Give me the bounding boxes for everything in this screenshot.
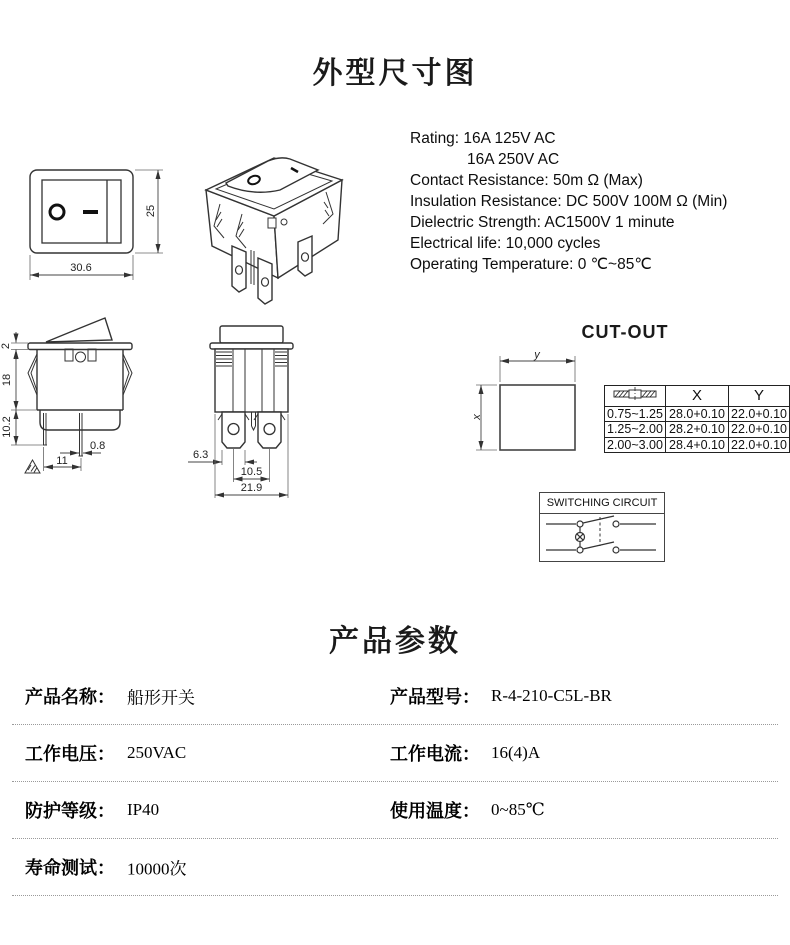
spec-row	[12, 782, 778, 839]
y-cell: 22.0+0.10	[729, 437, 790, 452]
cutout-x-dim: x	[471, 414, 483, 420]
spec-value: 16(4)A	[491, 743, 541, 762]
spec-value: 0~85℃	[491, 800, 545, 819]
spec-label: 产品型号：	[390, 687, 480, 707]
rating-line: 16A 250V AC	[467, 151, 560, 168]
spec-label: 产品名称：	[25, 687, 115, 707]
thickness-cell: 2.00~3.00	[605, 437, 666, 452]
spec-value: 250VAC	[127, 743, 187, 762]
rating-line: Operating Temperature: 0 ℃~85℃	[410, 256, 652, 273]
spec-label: 寿命测试：	[25, 858, 115, 878]
cutout-col-x: X	[665, 386, 728, 407]
panel-thickness-icon	[612, 387, 658, 401]
cutout-drawing	[468, 348, 598, 458]
rating-line: Contact Resistance: 50m Ω (Max)	[410, 172, 643, 189]
thickness-cell: 1.25~2.00	[605, 422, 666, 437]
side-pin-width-dim: 0.8	[90, 440, 106, 452]
side-view-drawing	[0, 313, 170, 493]
spec-row	[12, 668, 778, 725]
product-params-title: 产品参数	[329, 625, 461, 658]
cutout-title: CUT-OUT	[581, 322, 669, 342]
switching-circuit-diagram	[540, 514, 664, 562]
spec-table	[12, 668, 778, 896]
front-view-drawing	[15, 140, 185, 290]
spec-value: 10000次	[127, 859, 187, 879]
terminal-blade-dim: 6.3	[193, 449, 209, 461]
spec-value: R-4-210-C5L-BR	[491, 686, 612, 705]
switching-circuit-title: SWITCHING CIRCUIT	[540, 493, 664, 514]
table-row	[605, 407, 790, 422]
y-cell: 22.0+0.10	[729, 407, 790, 422]
switching-circuit-box	[539, 492, 665, 562]
x-cell: 28.0+0.10	[665, 407, 728, 422]
cutout-table	[604, 385, 790, 453]
thickness-cell: 0.75~1.25	[605, 407, 666, 422]
x-cell: 28.2+0.10	[665, 422, 728, 437]
x-cell: 28.4+0.10	[665, 437, 728, 452]
rating-line: Rating: 16A 125V AC	[410, 130, 556, 147]
spec-label: 使用温度：	[390, 801, 480, 821]
cutout-y-dim: y	[534, 349, 540, 361]
spec-value: 船形开关	[127, 688, 195, 708]
panel-thickness-cell	[605, 386, 666, 407]
datum-triangle-icon	[25, 460, 40, 473]
side-pin-length-dim: 10.2	[1, 416, 13, 438]
rating-line: Dielectric Strength: AC1500V 1 minute	[410, 214, 675, 231]
rating-line: Insulation Resistance: DC 500V 100M Ω (Min)	[410, 193, 728, 210]
cutout-col-y: Y	[729, 386, 790, 407]
side-pin-pitch-dim: 11	[56, 455, 68, 467]
table-row	[605, 422, 790, 437]
lamp-icon	[576, 533, 585, 542]
side-body-dim: 18	[1, 373, 13, 387]
outline-dimension-title: 外型尺寸图	[312, 57, 478, 90]
spec-row	[12, 725, 778, 782]
spec-label: 防护等级：	[25, 801, 115, 821]
rating-line: Electrical life: 10,000 cycles	[410, 235, 601, 252]
front-width-dim: 30.6	[70, 262, 92, 274]
front-height-dim: 25	[145, 204, 157, 218]
side-flange-dim: 2	[0, 342, 12, 350]
ratings-block	[410, 128, 782, 275]
y-cell: 22.0+0.10	[729, 422, 790, 437]
spec-value: IP40	[127, 800, 160, 819]
terminal-view-drawing	[175, 316, 350, 506]
perspective-view-drawing	[192, 128, 357, 313]
spec-label: 工作电压：	[25, 744, 115, 764]
terminal-pitch-dim: 10.5	[240, 466, 263, 478]
spec-row	[12, 839, 778, 896]
spec-label: 工作电流：	[390, 744, 480, 764]
terminal-width-dim: 21.9	[240, 482, 263, 494]
table-row	[605, 437, 790, 452]
